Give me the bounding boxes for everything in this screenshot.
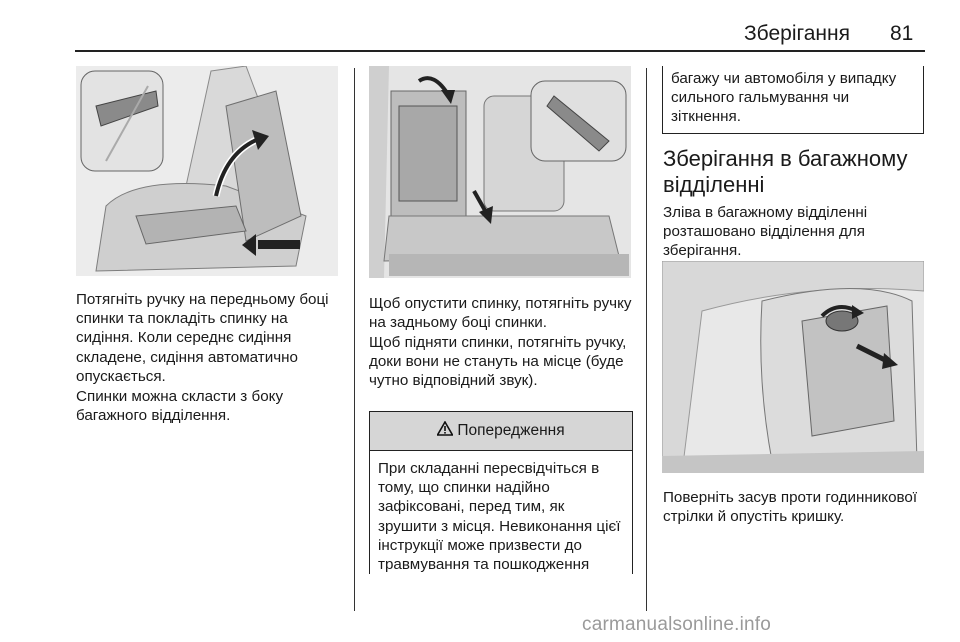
warning-text: При складанні пересвідчіться в тому, що спинки надійно зафіксовані, перед тим, як зрушити з місця. Невиконання цієї інструкції може призвести до травмування та пошкодження xyxy=(378,460,621,574)
figure-seat-fold-rear xyxy=(369,66,631,278)
warning-header xyxy=(370,412,632,451)
figure-cargo-storage xyxy=(662,261,924,473)
column-separator-2 xyxy=(646,68,647,611)
page-number: 81 xyxy=(890,22,914,45)
header-rule xyxy=(75,50,925,52)
warning-title: Попередження xyxy=(457,422,565,439)
col1-paragraph-1: Потягніть ручку на передньому боці спинки та покладіть спинку на сидіння. Коли середнє сидіння складене, сидіння автоматично опускається. xyxy=(76,291,329,385)
col3-paragraph-2: Поверніть засув проти годинникової стрілки й опустіть кришку. xyxy=(663,489,918,526)
col1-paragraph-2: Спинки можна скласти з боку багажного відділення. xyxy=(76,388,284,425)
col2-paragraph-1: Щоб опустити спинку, потягніть ручку на задньому боці спинки. xyxy=(369,295,632,332)
col2-paragraph-2: Щоб підняти спинки, потягніть ручку, доки вони не стануть на місце (буде чутно відповідний звук). xyxy=(369,334,627,390)
figure-seat-fold-front xyxy=(76,66,338,276)
warning-continued-box: багажу чи автомобіля у випадку сильного гальмування чи зіткнення. xyxy=(662,66,924,134)
watermark: carmanualsonline.info xyxy=(582,614,772,635)
column-separator-1 xyxy=(354,68,355,611)
warning-triangle-icon xyxy=(437,421,453,441)
section-title: Зберігання в багажному відділенні xyxy=(663,146,908,197)
warning-box xyxy=(369,411,633,574)
col3-paragraph-1: Зліва в багажному відділенні розташовано відділення для зберігання. xyxy=(663,204,868,260)
page-header-title: Зберігання xyxy=(744,22,850,45)
